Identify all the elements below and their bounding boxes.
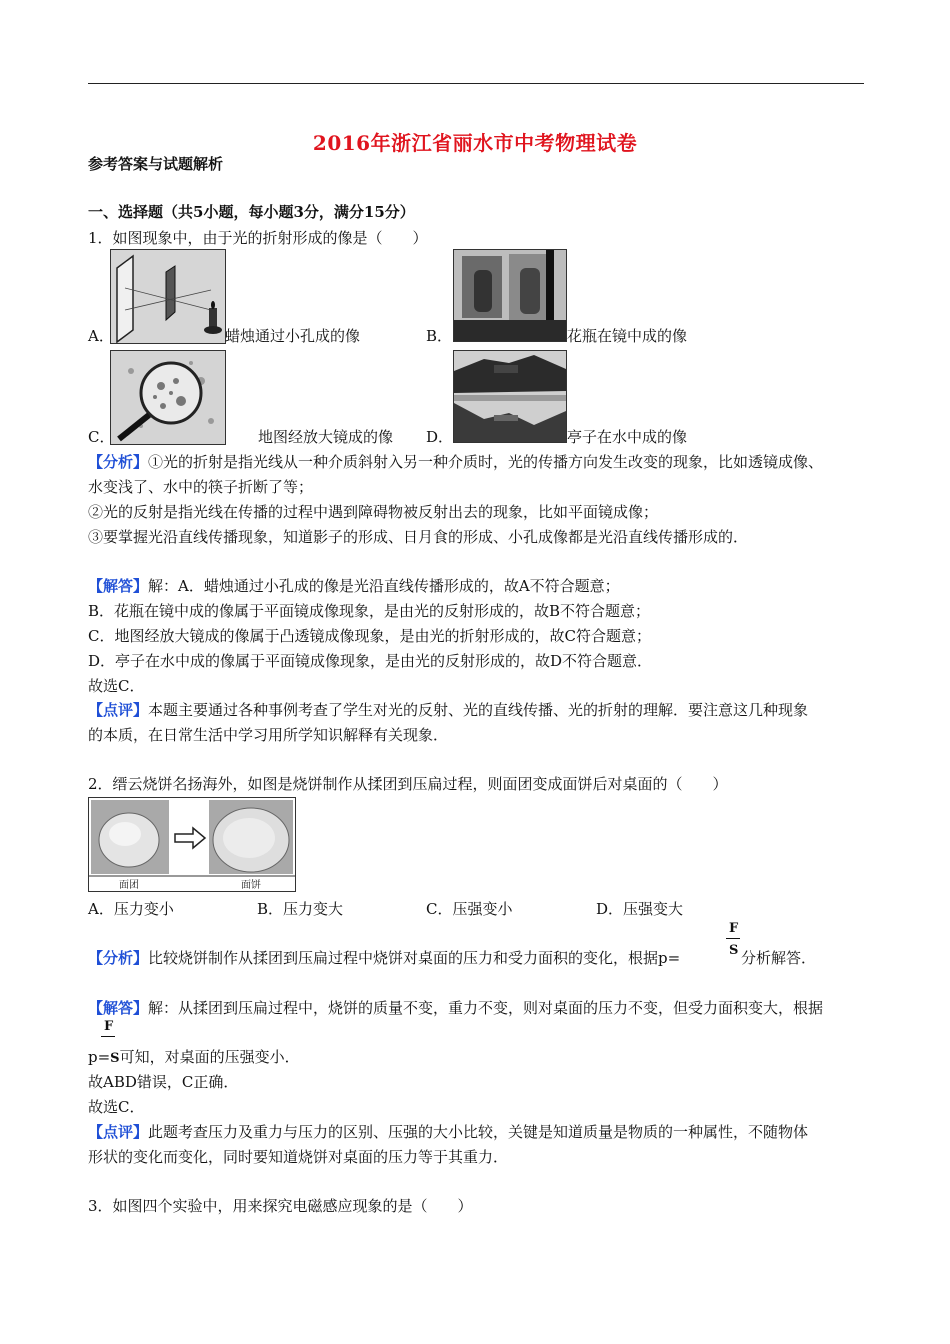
q1-solution-line-1: 解：A．蜡烛通过小孔成的像是光沿直线传播形成的，故A不符合题意；: [148, 577, 620, 595]
section-heading: 一、选择题（共5小题，每小题3分，满分15分）: [88, 203, 415, 221]
magnifier-illustration: [111, 351, 225, 444]
q2-option-b: B．压力变大: [257, 900, 344, 918]
comment-tag: 【点评】: [88, 1123, 149, 1141]
q2-solution-frac-numerator: F: [104, 1019, 114, 1034]
q1-option-b-text: 花瓶在镜中成的像: [567, 327, 688, 345]
subtitle: 参考答案与试题解析: [88, 155, 224, 173]
q2-option-a: A．压力变小: [88, 900, 174, 918]
q1-image-pinhole: [110, 249, 226, 344]
analysis-tag: 【分析】: [88, 949, 149, 967]
fraction-bar: [101, 1036, 115, 1037]
q1-option-c-text: 地图经放大镜成的像: [258, 428, 394, 446]
q1-solution-line-5: 故选C．: [88, 677, 145, 695]
q2-solution-frac-denominator: S: [110, 1051, 120, 1066]
q2-analysis-frac-numerator: F: [729, 921, 739, 936]
q1-option-a-text: 蜡烛通过小孔成的像: [225, 327, 361, 345]
q2-solution: [88, 998, 823, 1018]
cake-label: 面饼: [241, 880, 261, 891]
q2-solution-p-eq: p=: [88, 1048, 111, 1066]
mirror-vase-illustration: [454, 250, 566, 341]
q1-option-d-letter: D．: [426, 428, 454, 446]
pinhole-camera-illustration: [111, 250, 225, 343]
q1-stem: 1．如图现象中，由于光的折射形成的像是（ ）: [88, 229, 428, 247]
q1-solution-line-2: B．花瓶在镜中成的像属于平面镜成像现象，是由光的反射形成的，故B不符合题意；: [88, 602, 651, 620]
q2-analysis-text: 比较烧饼制作从揉团到压扁过程中烧饼对桌面的压力和受力面积的变化，根据p=: [148, 949, 681, 967]
q1-comment-line-1: 本题主要通过各种事例考查了学生对光的反射、光的直线传播、光的折射的理解．要注意这几种现象: [148, 701, 809, 719]
header-rule: [88, 83, 864, 84]
q1-option-d-text: 亭子在水中成的像: [567, 428, 688, 446]
q1-image-mirror-vase: [453, 249, 567, 342]
dough-pressing-illustration: [89, 798, 295, 891]
q2-comment-line-1: 此题考查压力及重力与压力的区别、压强的大小比较，关键是知道质量是物质的一种属性，不随物体: [148, 1123, 809, 1141]
q1-image-pavilion-reflection: [453, 350, 567, 443]
q1-option-b-letter: B．: [426, 327, 453, 345]
q2-analysis: [88, 948, 680, 968]
q2-comment: [88, 1122, 808, 1142]
dough-label: 面团: [119, 880, 139, 891]
q1-solution-line-4: D．亭子在水中成的像属于平面镜成像现象，是由光的反射形成的，故D不符合题意．: [88, 652, 653, 670]
page-title: 2016年浙江省丽水市中考物理试卷: [312, 131, 638, 155]
q1-comment: [88, 700, 808, 720]
q1-analysis-line-1b: 水变浅了、水中的筷子折断了等；: [88, 478, 314, 496]
q1-solution-line-3: C．地图经放大镜成的像属于凸透镜成像现象，是由光的折射形成的，故C符合题意；: [88, 627, 651, 645]
solution-tag: 【解答】: [88, 577, 149, 595]
q1-analysis-line-2: ②光的反射是指光线在传播的过程中遇到障碍物被反射出去的现象，比如平面镜成像；: [88, 503, 659, 521]
q1-option-c-letter: C．: [88, 428, 115, 446]
q2-option-d: D．压强变大: [596, 900, 684, 918]
q2-solution-line-2-text: 可知，对桌面的压强变小．: [119, 1048, 300, 1066]
q1-comment-line-2: 的本质，在日常生活中学习用所学知识解释有关现象．: [88, 726, 449, 744]
q2-comment-line-2: 形状的变化而变化，同时要知道烧饼对桌面的压力等于其重力．: [88, 1148, 509, 1166]
q2-analysis-frac-denominator: S: [729, 943, 739, 958]
q2-analysis-end: 分析解答．: [741, 949, 817, 967]
q2-solution-line-2: [88, 1047, 300, 1069]
q1-solution: [88, 576, 620, 596]
pavilion-reflection-illustration: [454, 351, 566, 442]
q1-analysis: [88, 452, 823, 472]
q2-stem: 2．缙云烧饼名扬海外，如图是烧饼制作从揉团到压扁过程，则面团变成面饼后对桌面的（ ）: [88, 775, 728, 793]
fraction-bar: [726, 938, 740, 939]
solution-tag: 【解答】: [88, 999, 149, 1017]
q2-solution-line-4: 故选C．: [88, 1098, 145, 1116]
q1-image-magnifier: [110, 350, 226, 445]
q3-stem: 3．如图四个实验中，用来探究电磁感应现象的是（ ）: [88, 1197, 473, 1215]
q2-option-c: C．压强变小: [426, 900, 513, 918]
q1-option-a-letter: A．: [88, 327, 114, 345]
q2-solution-line-1: 解：从揉团到压扁过程中，烧饼的质量不变，重力不变，则对桌面的压力不变，但受力面积变大，根据: [148, 999, 824, 1017]
analysis-tag: 【分析】: [88, 453, 149, 471]
q2-image-dough-to-cake: [88, 797, 296, 892]
q1-analysis-line-3: ③要掌握光沿直线传播现象，知道影子的形成、日月食的形成、小孔成像都是光沿直线传播形成的．: [88, 528, 749, 546]
q1-analysis-line-1: ①光的折射是指光线从一种介质斜射入另一种介质时，光的传播方向发生改变的现象，比如透镜成像、: [148, 453, 824, 471]
comment-tag: 【点评】: [88, 701, 149, 719]
q2-solution-line-3: 故ABD错误，C正确．: [88, 1073, 239, 1091]
